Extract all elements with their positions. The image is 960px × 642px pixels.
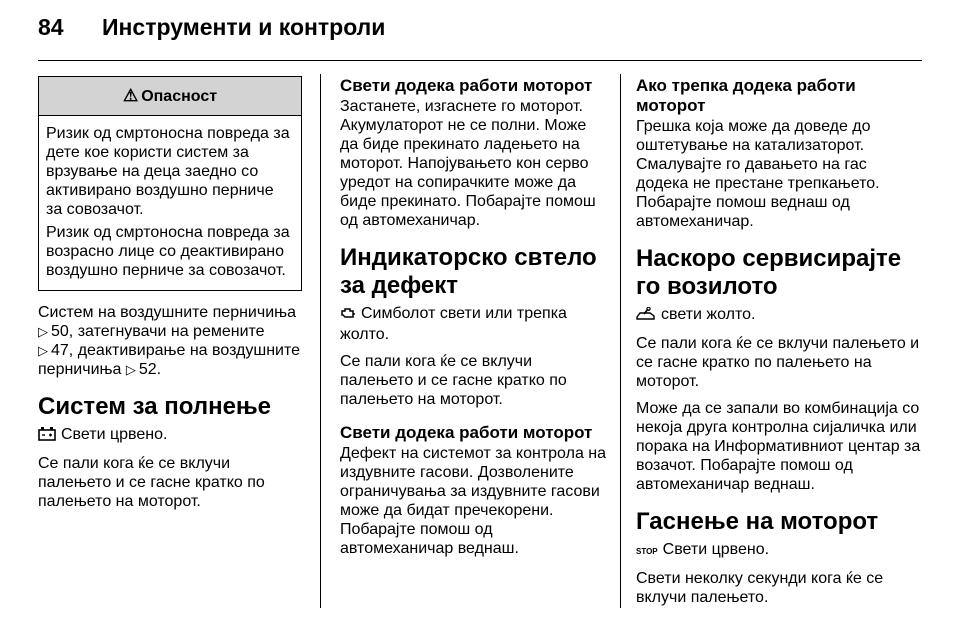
reference-arrow-icon: ▷	[125, 362, 136, 377]
warning-text: Ризик од смртоносна повреда за возрасно лице со деактивирано воздушно перниче за совозачот.	[46, 224, 290, 279]
column-2	[340, 76, 608, 566]
battery-icon	[38, 427, 56, 446]
warning-icon: ⚠	[122, 86, 139, 105]
body-text: Дефект на системот за контрола на издувните гасови. Дозволените ограничувања за издувните гасови може да бидат пречекорени. Побарајте помош од автомеханичар веднаш.	[340, 445, 607, 557]
warning-title: Опасност	[141, 88, 218, 105]
body-text: Се пали кога ќе се вклучи палењето и се гасне кратко по палењето на моторот.	[636, 335, 920, 390]
airbag-reference: Систем на воздушните перничиња ▷ 50, затегнувачи на ремените ▷ 47, деактивирање на воздушните перничиња ▷ 52.	[38, 304, 301, 378]
header-rule	[38, 60, 922, 61]
section-heading: Наскоро сервисирајте го возилото	[636, 245, 902, 300]
body-text: Застанете, изгаснете го моторот. Акумулаторот не се полни. Може да биде прекинато ладењето на моторот. Напојувањето кон серво уредот на сопирачките може да биде прекинато. Побарајте помош од автомеханичар.	[340, 98, 596, 229]
column-3	[636, 76, 922, 615]
body-text: Се пали кога ќе се вклучи палењето и се гасне кратко по палењето на моторот.	[340, 353, 567, 408]
symbol-line: Свети црвено.	[38, 425, 302, 446]
warning-text: Ризик од смртоносна повреда за дете кое користи систем за врзување на деца заедно со активирано воздушно перниче за совозачот.	[46, 125, 290, 218]
warning-box	[38, 76, 302, 291]
subheading: Ако трепка додека работи моторот	[636, 76, 856, 115]
reference-arrow-icon: ▷	[38, 343, 48, 358]
page-title: Инструменти и контроли	[102, 14, 386, 40]
column-1	[38, 76, 302, 519]
page-number: 84	[38, 14, 64, 40]
body-text: Свети неколку секунди кога ќе се вклучи палењето.	[636, 570, 884, 606]
warning-header	[39, 77, 301, 116]
body-text: Може да се запали во комбинација со некоја друга контролна сијаличка или порака на Информативниот центар за возачот. Побарајте помош од автомеханичар веднаш.	[636, 400, 921, 493]
subheading: Свети додека работи моторот	[340, 76, 593, 95]
wrench-car-icon	[636, 307, 656, 326]
page-header	[38, 14, 385, 41]
column-divider	[320, 74, 321, 608]
body-text: Се пали кога ќе се вклучи палењето и се гасне кратко по палењето на моторот.	[38, 455, 265, 510]
stop-icon: STOP	[636, 547, 658, 556]
symbol-line: STOP Свети црвено.	[636, 541, 770, 558]
symbol-line: свети жолто.	[636, 305, 922, 326]
section-heading: Систем за полнење	[38, 393, 272, 420]
reference-arrow-icon: ▷	[38, 324, 48, 339]
symbol-line: Симболот свети или трепка жолто.	[340, 305, 567, 343]
subheading: Свети додека работи моторот	[340, 423, 593, 442]
section-heading: Индикаторско свтело за дефект	[340, 244, 597, 299]
column-divider	[620, 74, 621, 608]
body-text: Грешка која може да доведе до оштетување на катализаторот. Смалувајте го давањето на гас додека не престане трепкањето. Побарајте помош веднаш од автомеханичар.	[636, 118, 880, 230]
warning-body	[39, 116, 301, 290]
section-heading: Гаснење на моторот	[636, 508, 879, 535]
engine-icon	[340, 306, 356, 325]
